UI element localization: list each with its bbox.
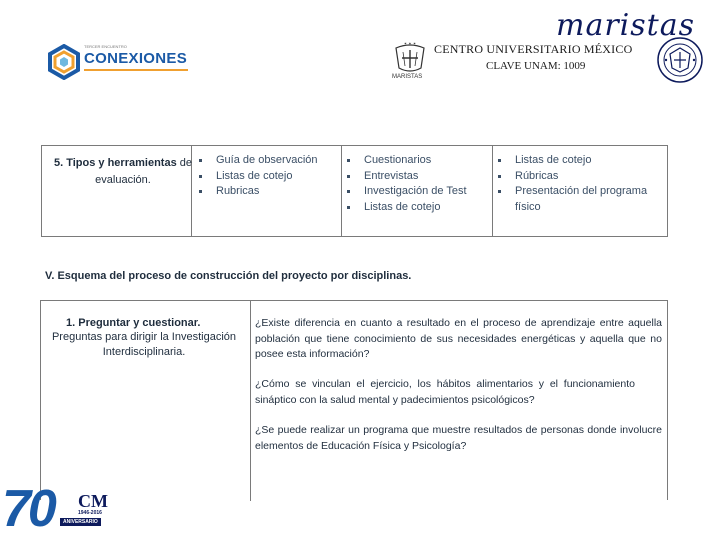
evaluation-tools-table (41, 145, 668, 237)
svg-text:CM: CM (78, 491, 108, 511)
evaluation-label-rest: de evaluación. (95, 157, 192, 186)
list-item: Cuestionarios (346, 153, 486, 169)
cum-monogram-icon (78, 489, 112, 511)
list-item: Listas de cotejo (346, 200, 486, 216)
evaluation-label-bold: 5. Tipos y herramientas (54, 157, 177, 169)
question-subtitle: Preguntas para dirigir la Investigación Interdisciplinaria. (51, 331, 237, 358)
conexiones-tagline-bar (84, 69, 188, 71)
section-title: V. Esquema del proceso de construcción del proyecto por disciplinas. (45, 270, 412, 282)
research-question-2: ¿Cómo se vinculan el ejercicio, los hábitos alimentarios y el funcionamiento sináptico con la salud mental y padecimientos psicológicos? (255, 378, 635, 406)
evaluation-column-1 (192, 146, 342, 236)
evaluation-label-cell (42, 146, 192, 236)
conexiones-logo (46, 40, 196, 84)
evaluation-column-3 (493, 146, 668, 236)
conexiones-small-text: TERCER ENCUENTRO (84, 44, 127, 49)
anniversary-label: ANIVERSARIO (60, 518, 101, 526)
maristas-crest-icon (388, 38, 432, 82)
question-heading: 1. Preguntar y cuestionar. (66, 317, 201, 329)
institution-name: CENTRO UNIVERSITARIO MÉXICO (434, 42, 633, 56)
anniversary-years: 1946-2016 (78, 510, 102, 516)
anniversary-number: 70 (2, 480, 54, 538)
list-item: Listas de cotejo (497, 153, 659, 169)
evaluation-column-2 (342, 146, 493, 236)
list-item: Listas de cotejo (198, 169, 336, 185)
unam-seal-icon (656, 36, 704, 84)
conexiones-name: CONEXIONES (84, 50, 188, 67)
list-item: Rúbricas (497, 169, 659, 185)
svg-text:✶ ✶ ✶: ✶ ✶ ✶ (403, 41, 417, 46)
crest-caption: MARISTAS (392, 74, 423, 80)
research-question-1: ¿Existe diferencia en cuanto a resultado en el proceso de aprendizaje entre aquella población que tiene conocimiento de sus necesidades energéticas y aquella que no posee esta información? (255, 317, 662, 360)
column-divider (250, 301, 251, 501)
list-item: Entrevistas (346, 169, 486, 185)
conexiones-emblem-icon (46, 44, 82, 80)
list-item: Guía de observación (198, 153, 336, 169)
list-item: Presentación del programa físico (497, 184, 659, 215)
research-question-3: ¿Se puede realizar un programa que muestre resultados de personas donde involucre elementos de Educación Física y Psicología? (255, 424, 662, 452)
list-item: Investigación de Test (346, 184, 486, 200)
list-item: Rubricas (198, 184, 336, 200)
maristas-logo: maristas (556, 8, 696, 43)
clave-unam: CLAVE UNAM: 1009 (486, 60, 586, 72)
anniversary-logo (2, 480, 114, 540)
